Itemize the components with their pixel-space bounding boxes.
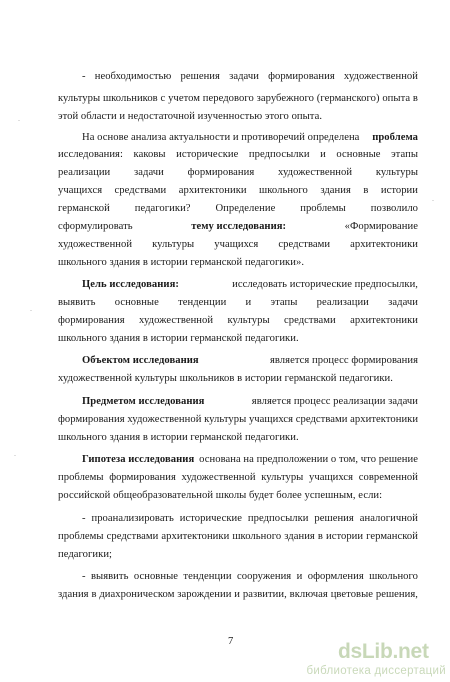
watermark-logo: dsLib.net [338, 640, 429, 663]
text-line [58, 220, 418, 234]
term-hypothesis: Гипотеза исследования [82, 454, 195, 465]
text-line: германской педагогики? Определение проблемы позволило [58, 203, 418, 214]
text-line [82, 354, 418, 368]
text-line: - выявить основные тенденции сооружения и оформления школьного [82, 571, 418, 582]
text-segment: сформулировать [58, 221, 133, 232]
term-subject: Предметом исследования [82, 396, 205, 407]
text-segment: На основе анализа актуальности и противоречий определена [82, 132, 360, 143]
page-number: 7 [228, 636, 234, 647]
watermark-subtitle: библиотека диссертаций [306, 665, 446, 677]
text-line: педагогики; [58, 549, 113, 560]
text-line: художественной культуры учащихся средствами архитектоники [58, 239, 418, 250]
text-line: российской общеобразовательной школы будет более успешным, если: [58, 490, 383, 501]
text-line: исследования: каковы исторические предпосылки и основные этапы [58, 149, 418, 160]
text-line: художественной культуры школьников в истории германской педагогики. [58, 373, 393, 384]
text-segment: является процесс формирования [269, 355, 418, 366]
scan-speck [18, 120, 20, 121]
text-line: школьного здания в истории германской педагогики. [58, 333, 299, 344]
text-line [82, 453, 418, 467]
scan-speck [30, 310, 32, 311]
text-line [82, 131, 418, 145]
text-segment: «Формирование [344, 221, 418, 232]
text-line: реализации задачи формирования художественной культуры [58, 167, 418, 178]
text-line: проблемы формирования художественной культуры учащихся современной [58, 472, 418, 483]
text-segment: исследовать исторические предпосылки, [232, 279, 418, 290]
term-theme: тему исследования: [191, 221, 287, 232]
term-problem: проблема [372, 132, 418, 143]
scan-speck [432, 200, 434, 201]
text-segment: основана на предположении о том, что решение [199, 454, 418, 465]
text-line [82, 278, 418, 292]
text-line: - проанализировать исторические предпосылки решения аналогичной [82, 513, 418, 524]
text-line: проблемы средствами архитектоники школьного здания в истории германской [58, 531, 418, 542]
text-line: выявить основные тенденции и этапы реализации задачи [58, 297, 418, 308]
text-segment: является процесс реализации задачи [251, 396, 418, 407]
term-goal: Цель исследования: [82, 279, 179, 290]
text-line [82, 395, 418, 409]
text-line: школьного здания в истории германской педагогики. [58, 432, 299, 443]
scan-speck [14, 455, 16, 456]
text-line: этой области и недостаточной изученностью этого опыта. [58, 111, 323, 122]
text-line: формирования художественной культуры средствами архитектоники [58, 315, 418, 326]
text-line: формирования художественной культуры учащихся средствами архитектоники [58, 414, 419, 425]
text-line: культуры школьников с учетом передового зарубежного (германского) опыта в [58, 93, 418, 104]
text-line: - необходимостью решения задачи формирования художественной [82, 71, 418, 82]
text-line: школьного здания в истории германской педагогики». [58, 257, 305, 268]
text-line: учащихся средствами архитектоники школьного здания в истории [58, 185, 418, 196]
watermark [300, 640, 448, 680]
term-object: Объектом исследования [82, 355, 199, 366]
text-line: здания в диахроническом зарождении и развитии, включая цветовые решения, [58, 589, 418, 600]
